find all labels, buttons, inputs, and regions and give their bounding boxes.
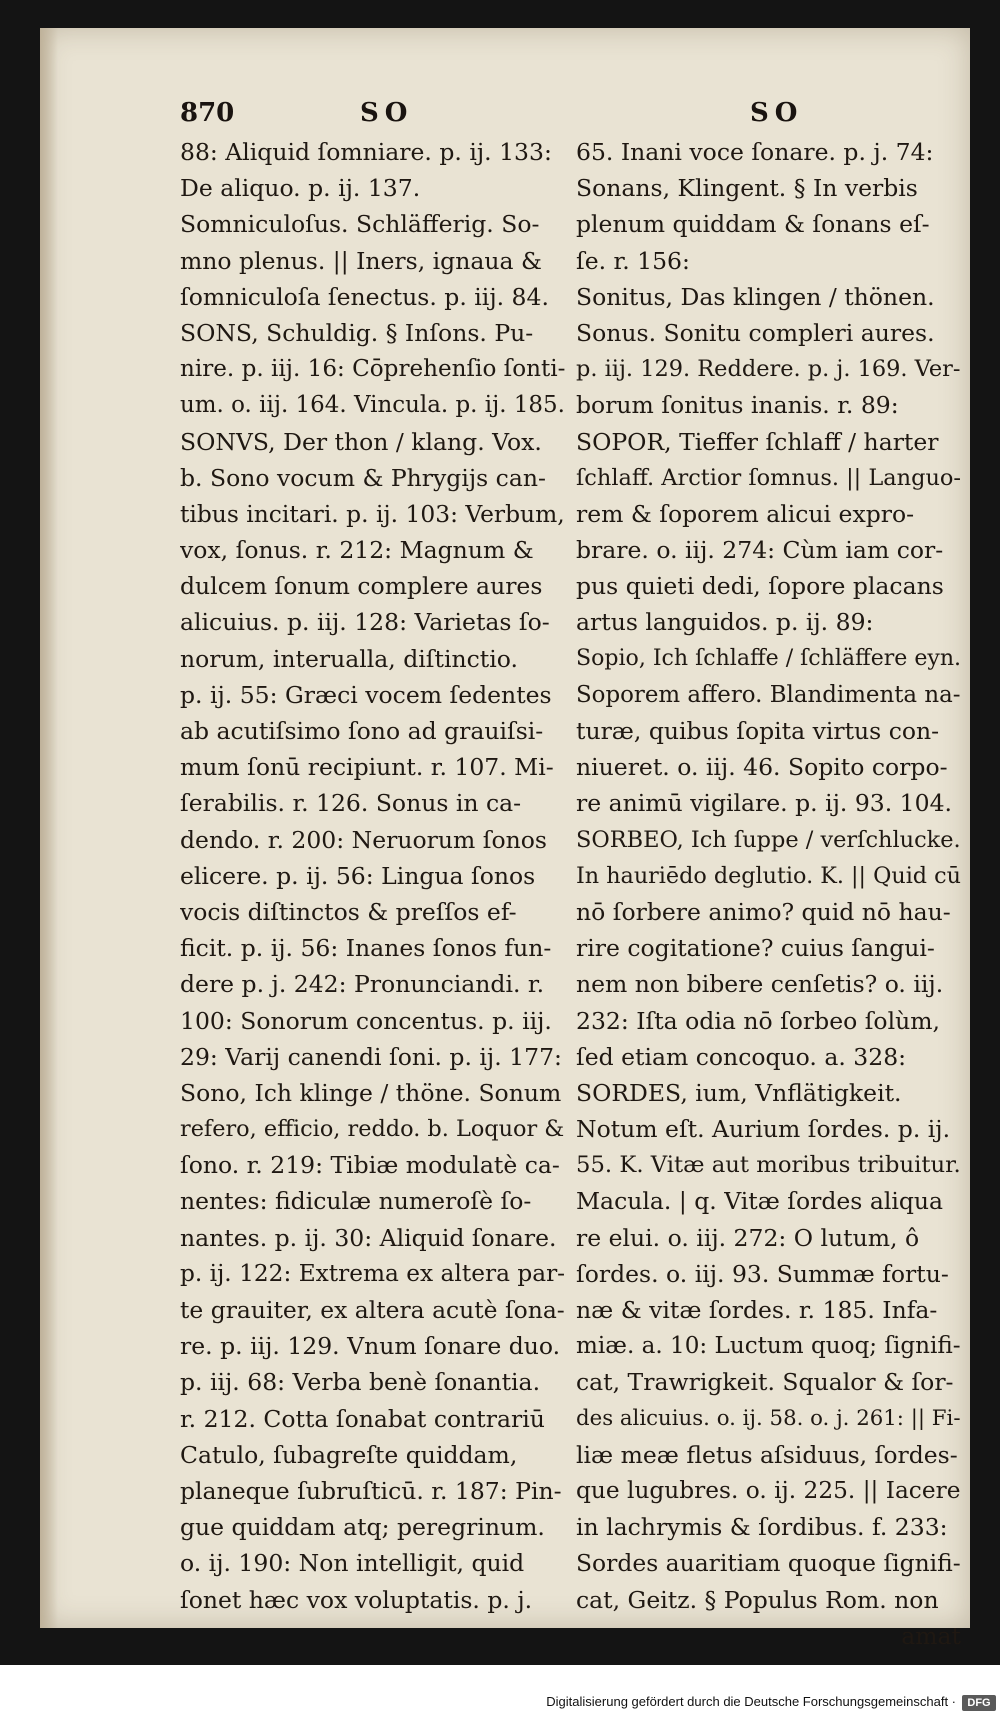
text-line: cat, Geitz. § Populus Rom. non bbox=[576, 1585, 939, 1614]
text-line: ab acutiſsimo ſono ad grauiſsi- bbox=[180, 717, 544, 745]
text-line: Sopio, Ich ſchlaffe / ſchläffere eyn. bbox=[576, 645, 961, 671]
text-line: ſomniculoſa ſenectus. p. iij. 84. bbox=[180, 282, 549, 311]
text-line: vocis diſtinctos & preſſos ef- bbox=[180, 897, 517, 926]
text-line: rire cogitatione? cuius ſangui- bbox=[576, 934, 935, 963]
text-line: turæ, quibus ſopita virtus con- bbox=[576, 717, 940, 745]
text-line: vox, ſonus. r. 212: Magnum & bbox=[180, 536, 534, 565]
text-line: nire. p. iij. 16: Cōprehenſio ſonti- bbox=[180, 356, 565, 383]
text-line: miæ. a. 10: Luctum quoq; ſignifi- bbox=[576, 1333, 961, 1360]
running-head-right: SO bbox=[750, 98, 804, 128]
text-line: in lachrymis & ſordibus. f. 233: bbox=[576, 1513, 948, 1542]
text-line: p. ij. 122: Extrema ex altera par- bbox=[180, 1259, 565, 1287]
text-line: Sordes auaritiam quoque ſignifi- bbox=[576, 1549, 961, 1578]
text-line: ſed etiam concoquo. a. 328: bbox=[576, 1042, 907, 1071]
catchword: amat bbox=[901, 1621, 961, 1650]
page-header bbox=[180, 98, 960, 136]
text-line: Catulo, ſubagreſte quiddam, bbox=[180, 1440, 518, 1469]
text-line: o. ij. 190: Non intelligit, quid bbox=[180, 1549, 525, 1578]
page-gutter-shadow bbox=[40, 28, 58, 1628]
text-line: SORBEO, Ich ſuppe / verſchlucke. bbox=[576, 826, 961, 853]
text-line: dulcem ſonum complere aures bbox=[180, 572, 543, 601]
text-line: Sono, Ich klinge / thöne. Sonum bbox=[180, 1078, 562, 1107]
text-line: niueret. o. iij. 46. Sopito corpo- bbox=[576, 753, 948, 782]
text-line: Sonus. Sonitu compleri aures. bbox=[576, 318, 935, 347]
page-number: 870 bbox=[180, 98, 235, 128]
text-line: cat, Trawrigkeit. Squalor & ſor- bbox=[576, 1368, 954, 1397]
text-line: alicuius. p. iij. 128: Varietas ſo- bbox=[180, 608, 550, 637]
text-line: te grauiter, ex altera acutè ſona- bbox=[180, 1296, 565, 1324]
text-line: Sonitus, Das klingen / thönen. bbox=[576, 282, 935, 311]
text-line: De aliquo. p. ij. 137. bbox=[180, 174, 421, 203]
footer-bar bbox=[0, 1692, 1000, 1720]
text-line: b. Sono vocum & Phrygijs can- bbox=[180, 463, 546, 492]
left-column bbox=[180, 134, 565, 1618]
text-line: norum, interualla, diſtinctio. bbox=[180, 644, 518, 673]
text-line: elicere. p. ij. 56: Lingua ſonos bbox=[180, 861, 536, 890]
text-line: SONS, Schuldig. § Inſons. Pu- bbox=[180, 318, 534, 347]
text-line: In hauriēdo deglutio. K. || Quid cū bbox=[576, 862, 961, 889]
text-columns bbox=[180, 134, 961, 1650]
text-line: um. o. iij. 164. Vincula. p. ij. 185. bbox=[180, 392, 565, 419]
text-line: nentes: fidiculæ numeroſè ſo- bbox=[180, 1187, 532, 1216]
text-line: SONVS, Der thon / klang. Vox. bbox=[180, 427, 542, 456]
text-line: p. iij. 129. Reddere. p. j. 169. Ver- bbox=[576, 356, 961, 383]
text-line: borum ſonitus inanis. r. 89: bbox=[576, 391, 899, 420]
text-line: Soporem affero. Blandimenta na- bbox=[576, 681, 961, 708]
text-line: artus languidos. p. ij. 89: bbox=[576, 608, 874, 637]
text-line: Sonans, Klingent. § In verbis bbox=[576, 174, 918, 203]
text-line: r. 212. Cotta ſonabat contrariū bbox=[180, 1404, 545, 1433]
text-line: Somniculoſus. Schläfferig. So- bbox=[180, 210, 540, 239]
text-line: dere p. j. 242: Pronunciandi. r. bbox=[180, 970, 545, 999]
text-line: ſchlaff. Arctior ſomnus. || Languo- bbox=[576, 464, 961, 491]
text-line: rem & ſoporem alicui expro- bbox=[576, 499, 915, 528]
text-line: 232: Iſta odia nō ſorbeo ſolùm, bbox=[576, 1006, 940, 1035]
footer-credit: Digitalisierung gefördert durch die Deutsche Forschungsgemeinschaft · bbox=[546, 1694, 956, 1709]
text-line: næ & vitæ ſordes. r. 185. Infa- bbox=[576, 1296, 938, 1324]
right-column bbox=[576, 134, 961, 1654]
text-line: SORDES, ium, Vnflätigkeit. bbox=[576, 1078, 902, 1107]
text-line: gue quiddam atq; peregrinum. bbox=[180, 1513, 545, 1542]
text-line: ſe. r. 156: bbox=[576, 246, 690, 275]
text-line: p. iij. 68: Verba benè ſonantia. bbox=[180, 1368, 541, 1397]
text-line: que lugubres. o. ij. 225. || Iacere bbox=[576, 1476, 961, 1504]
text-line: ſerabilis. r. 126. Sonus in ca- bbox=[180, 789, 522, 818]
text-line: p. ij. 55: Græci vocem ſedentes bbox=[180, 680, 552, 709]
text-line: re. p. iij. 129. Vnum ſonare duo. bbox=[180, 1332, 561, 1361]
text-line: mno plenus. || Iners, ignaua & bbox=[180, 246, 542, 275]
text-line: ſono. r. 219: Tibiæ modulatè ca- bbox=[180, 1151, 560, 1180]
text-line: nantes. p. ij. 30: Aliquid ſonare. bbox=[180, 1223, 557, 1252]
text-line: liæ meæ fletus aſsiduus, ſordes- bbox=[576, 1440, 958, 1469]
text-line: 65. Inani voce ſonare. p. j. 74: bbox=[576, 138, 934, 166]
text-line: ficit. p. ij. 56: Inanes ſonos fun- bbox=[180, 934, 552, 963]
text-line: pus quieti dedi, ſopore placans bbox=[576, 572, 944, 601]
dfg-logo-icon: DFG bbox=[962, 1695, 996, 1711]
text-line: nō ſorbere animo? quid nō hau- bbox=[576, 897, 951, 926]
text-line: ſordes. o. iij. 93. Summæ fortu- bbox=[576, 1259, 949, 1288]
text-line: re elui. o. iij. 272: O lutum, ô bbox=[576, 1223, 920, 1252]
text-line: plenum quiddam & ſonans eſ- bbox=[576, 210, 930, 239]
text-line: SOPOR, Tieffer ſchlaff / harter bbox=[576, 427, 939, 456]
text-line: re animū vigilare. p. ij. 93. 104. bbox=[576, 789, 953, 818]
text-line: refero, efficio, reddo. b. Loquor & bbox=[180, 1116, 565, 1143]
text-line: mum ſonū recipiunt. r. 107. Mi- bbox=[180, 753, 554, 782]
text-line: Notum eſt. Aurium ſordes. p. ij. bbox=[576, 1115, 951, 1144]
text-line: 88: Aliquid ſomniare. p. ij. 133: bbox=[180, 138, 552, 166]
text-line: brare. o. iij. 274: Cùm iam cor- bbox=[576, 536, 944, 565]
text-line: ſonet hæc vox voluptatis. p. j. bbox=[180, 1585, 533, 1614]
text-line: Macula. | q. Vitæ ſordes aliqua bbox=[576, 1187, 944, 1216]
text-line: des alicuius. o. ij. 58. o. j. 261: || Fi- bbox=[576, 1405, 961, 1431]
running-head-left: SO bbox=[360, 98, 414, 128]
text-line: 100: Sonorum concentus. p. iij. bbox=[180, 1006, 552, 1035]
text-line: planeque ſubruſticū. r. 187: Pin- bbox=[180, 1476, 562, 1505]
text-line: tibus incitari. p. ij. 103: Verbum, bbox=[180, 499, 565, 528]
text-line: dendo. r. 200: Neruorum ſonos bbox=[180, 825, 547, 854]
text-line: 29: Varij canendi ſoni. p. ij. 177: bbox=[180, 1042, 562, 1071]
text-line: nem non bibere cenſetis? o. iij. bbox=[576, 970, 944, 999]
text-line: 55. K. Vitæ aut moribus tribuitur. bbox=[576, 1152, 961, 1179]
